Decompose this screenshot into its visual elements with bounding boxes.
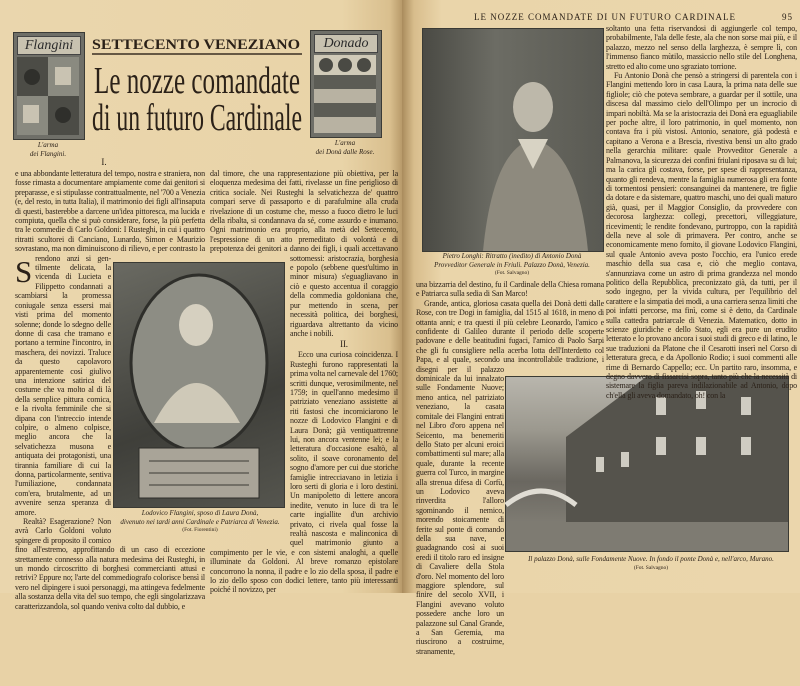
section-number-2: II. [340, 339, 348, 350]
body-column-4 [606, 24, 797, 400]
dona-portrait-caption [417, 252, 607, 278]
photo-credit: (Fot. Fiorentini) [182, 527, 218, 533]
caption-line: Lodovico Flangini, sposo di Laura Donà, [141, 509, 259, 517]
section-kicker-wrap [92, 32, 304, 56]
caption-line: divenuto nei tardi anni Cardinale e Patriarca di Venezia. [120, 517, 280, 526]
portrait-painting-icon [423, 29, 603, 251]
section-kicker: SETTECENTO VENEZIANO [92, 37, 300, 53]
paragraph-part: tilmente delicata, la vicenda di Lucieta e Filippetto condannati a scambiarsi la promessa coniugale senza essersi mai visti prima del momento solenne; donde lo sdegno delle donne di casa che tramano e portano a termine l'incontro, in maschera, dei novizzi. Traluce da questo capolavoro apparentemente così giulivo una intenzione satirica del costume che va molto al di là della semplice pittura comica, e la rivolta femminile che si dipana con l'intreccio intende colpire, o almeno colpisce, meglio ancora che la selvatichezza musona e antiquata dei protagonisti, una tirannia familiare di cui la donna, particolarmente, sentiva l'umiliazione, condannata com'era, brutalmente, ad un avvenire senza speranza di amore. [15, 263, 111, 517]
paragraph-part: e una abbondante letteratura del tempo, nostra e straniera, non fosse rimasta a documentare ampiamente come dai genitori si preparasse, e si stipulasse contrattualmente, nel '700 a Venezia (e, del resto, in tutta Italia), il matrimonio dei figli all'insaputa di questi, basterebbe a darcene un'idea pittoresca, ma lucida e compiuta, quella che si può considerare, forse, la più perfetta tra le commedie di Carlo Goldoni: I Rusteghi, in cui i quattro ritratti scultorei di Canciano, Lunardo, Simon e Maurizio sovrastano, ma non diminuiscono di rilievo, e per contrasto la rendono anzi si gen- [15, 169, 205, 263]
paragraph-part: analoghi, a quelle illuminate da Goldoni. Al breve romanzo epistolare concorrono la nonna, il padre e lo zio della sposa, il padre e lo zio dello sposo con dodici lettere, tanto più interessanti poiché il novizzo, per [210, 547, 398, 595]
article-title-line-1-wrap [92, 60, 304, 100]
article-title-line-2-wrap [92, 97, 304, 137]
flangini-coat-of-arms [13, 32, 85, 140]
crest-right-caption [300, 139, 390, 156]
caption-line: L'arma [37, 141, 59, 149]
paragraph-part: dal timore, che una rappresentazione più obiettiva, per la eloquenza medesima dei fatti, rivelasse un fine periglioso di critica sociale. Nei Rusteghi la selvatichezza de' quattro compari serve di passaporto e di parafulmine alla cruda rivelazione di un costume che, messo a fuoco dietro le luci della ribalta, si condannava da sé, come assurdo e inumano. Ogni matrimonio era proprio, alla metà del Settecento, l'espressione di un atto premeditato di volontà e di prepotenza dei genitori a danno dei figli, i quali accettavano sottomessi: aristocrazia, borghesia e popolo (sebbene quest'ultimo in [210, 169, 398, 273]
drop-cap: S [15, 254, 33, 289]
photo-credit: (Fot. Salvagno) [494, 270, 530, 276]
page-number: 95 [782, 12, 793, 22]
antonio-dona-portrait [422, 28, 604, 252]
section-number-1: I. [101, 157, 107, 167]
photo-credit: (Fot. Salvagno) [633, 564, 669, 571]
paragraph-part: minor misura) s'eguagliavano in ciò e questo accentua il coraggio della commedia goldoniana che, pur mettendo in scena, per necessità politica, dei borghesi, riguardava altrettanto da vicino anche i nobili. [290, 272, 398, 338]
article-title-line-2: di un futuro Cardinale [92, 97, 302, 139]
caption-line: dei Donà dalle Rose. [315, 147, 375, 156]
body-column-3 [416, 280, 604, 686]
body-column-1 [15, 169, 205, 611]
paragraph: Fu Antonio Donà che pensò a stringersi di parentela con i Flangini mettendo loro in casa Laura, la prima nata delle sue figliole; ciò che poteva sembrare, a guardar per il sottile, una discesa dal massimo cielo dell'Olimpo per un incrocio di impari nobiltà. Ma se la aristocrazia dei Donà era eguagliabile per poche altre, il loro patrimonio, in quel momento, non contava fra i più vistosi. Antonio, senatore, già podestà e capitano a Verona e a Brescia, rivestiva bensì un alto grado nella gerarchia militare: quale Provveditor Generale a Palmanova, la sicurezza dei confini friulani riposava su di lui; ma la carica gli costava, forse, per spese di rappresentanza, quanto gli rendeva, mentre la famiglia numerosa gli era fonte di tormentosi pensieri: consanguinei da mantenere, tre figlie da dotare e da sistemare, quattro maschi, uno dei quali maturo già, quasi, per il Maggior Consiglio, da provvedere con decorosa larghezza: collegi, precettori, villeggiature, ricevimenti; le rendite fondevano, purtroppo, con la rapidità della neve al sole di primavera. Per contro, anche se economicamente meno fornito, il giovane Lodovico Flangini, sul quale Antonio aveva posto l'occhio, era l'unico erede maschio della sua casa e, ciò che meglio contava, s'annunziava come un astro di prima grandezza nel mondo politico della Repubblica, preconizzato già, da tutti, per il sodo ingegno, per la vivida cultura, per l'equilibrio del carattere e la simpatia dei modi, a una carriera senza limiti che poi infatti percorse, ma finì, come si è detto, da Cardinale sulla cattedra patriarcale di Venezia. Matematico, dotto in scienze giuridiche e dello Stato, egli era pure un erudito letterato e lo provano ancora i suoi studi di greco e di latino, le sue traduzioni da Platone che il Cesarotti inserì nel Corso di letteratura greca, e da Apollonio Rodio; i suoi commenti alle rime di Bernardo Cappello; ecc. Un partito raro, insomma, e degno davvero di fissarcisi sopra, tanto più che la necessità di sistemare la figlia pareva indilazionabile ad Antonio, dopo ch'ella gli aveva domandato, oh! con la [606, 71, 797, 400]
paragraph-part: Grande, antica, gloriosa casata quella dei Donà detti dalle Rose, con tre Dogi in famiglia, dal 1515 al 1618, in meno di ottanta anni; e tra questi il più celebre Leonardo, l'amico e confidente di Galileo durante il periodo delle scoperte padovane e delle beatitudini fugaci, l'amico di Paolo Sarpi che gli fu consigliere nella acerba lotta dell'Interdetto col Papa, e al quale, secondo una incontrollabile tradizione, i disegni per il palazzo dominicale da lui innalzato sulle Fondamente [416, 298, 604, 393]
paragraph: soltanto una fetta riservandosi di aggiungerle col tempo, probabilmente, l'ala delle feste, ala che non sorse mai più, e il palazzo, mezzo nel senso della larghezza, è sempre lì, con l'immenso fianco mùtilo, massiccio nello stile del Longhena, stretto ed alto come uno sgraziato torrione. [606, 24, 797, 71]
right-page [402, 0, 800, 656]
caption-line: L'arma [334, 139, 356, 147]
crest-pattern-icon [17, 57, 79, 135]
crest-pattern-icon [314, 55, 376, 133]
paragraph-part: Realtà? Esagerazione? Non avrà Carlo Goldoni voluto spingere di proposito il comico fino all'estremo, approfittando di un caso di eccezione strettamente connesso alla natura medesima dei Rusteghi, in un mondo circoscritto di borghesi commercianti attusi e retrivi? Eppure no; l'arte del [15, 517, 205, 583]
paragraph-part: commediografo colorisce bensì il vero nel dipingere i suoi personaggi, ma attingeva fedelmente alla sostanza della vita del suo tempo, che egli singolarizzava caratterizzandola, sol quando veniva colto dal dubbio, e [15, 573, 205, 611]
caption-line: Provveditor Generale in Friuli. Palazzo Donà, Venezia. [434, 260, 590, 269]
running-head: LE NOZZE COMANDATE DI UN FUTURO CARDINALE [474, 12, 736, 22]
paragraph: una bizzarria del destino, fu il Cardinale della Chiesa romana e Patriarca sulla sedia di San Marco! [416, 280, 604, 299]
paragraph-part: Ecco una curiosa coincidenza. I Rusteghi furono rappresentati la prima volta nel carnevale del 1760; scritti dunque, verosimilmente, nel 1759; in quell'anno medesimo il patriziato veneziano assistette ai riti fastosi che incorniciarono le nozze di Lodovico Flangini e di Laura Donà; già ventiquattrenne lui, non ancora ventenne lei; e la letteratura d'occasione esaltò, al solito, il soave coronamento del sogno d'amore per cui due storiche famiglie intrecciavano in letizia i loro serti di gloria e i loro destini. Un manipoletto di lettere ancora inedite, venuto in luce di tra le carte ingiallite d'un archivio privato, ci rivela qual fosse la realtà nascosta e malinconica di quel matrimonio giunto a compimento per le vie, e con sistemi [210, 350, 398, 557]
body-column-2 [210, 169, 398, 595]
crest-left-caption [13, 141, 83, 158]
caption-line: Pietro Longhi: Ritratto (inedito) di Antonio Donà [442, 252, 582, 260]
dona-coat-of-arms [310, 30, 382, 138]
paragraph-part: Nuove; meno antica, nel patriziato veneziano, la casata comitale dei Flangini entrati nel Libro d'oro appena nel Seicento, ma benemeriti dello Stato per alcuni eroici combattimenti sul mare; alla quale, durante la recente guerra col Turco, in margine alla strenua difesa di Corfù, un Lodovico aveva rinverdita l'alloro sgominando il nemico, morendo stoicamente di ferite sul ponte di comando della sua nave, e guadagnando così ai suoi eredi il titolo raro ed insigne di Cavaliere della Stola d'oro. Nel momento del loro maggiore splendore, sul finire del secolo XVII, i Flangini avevano voluto possedere anche loro un palazzone sul Canal Grande, a San Geremia, ma riuscirono a costruirne, stranamente, [416, 383, 504, 656]
article-title-line-1: Le nozze comandate [94, 60, 300, 102]
left-page [0, 0, 402, 611]
caption-line: dei Flangini. [29, 149, 67, 158]
crest-name: Donado [314, 34, 378, 53]
crest-name: Flangini [17, 36, 81, 55]
caption-line: Il palazzo Donà, sulle Fondamente Nuove. In fondo il ponte Donà e, nell'arco, Murano. [528, 555, 774, 563]
